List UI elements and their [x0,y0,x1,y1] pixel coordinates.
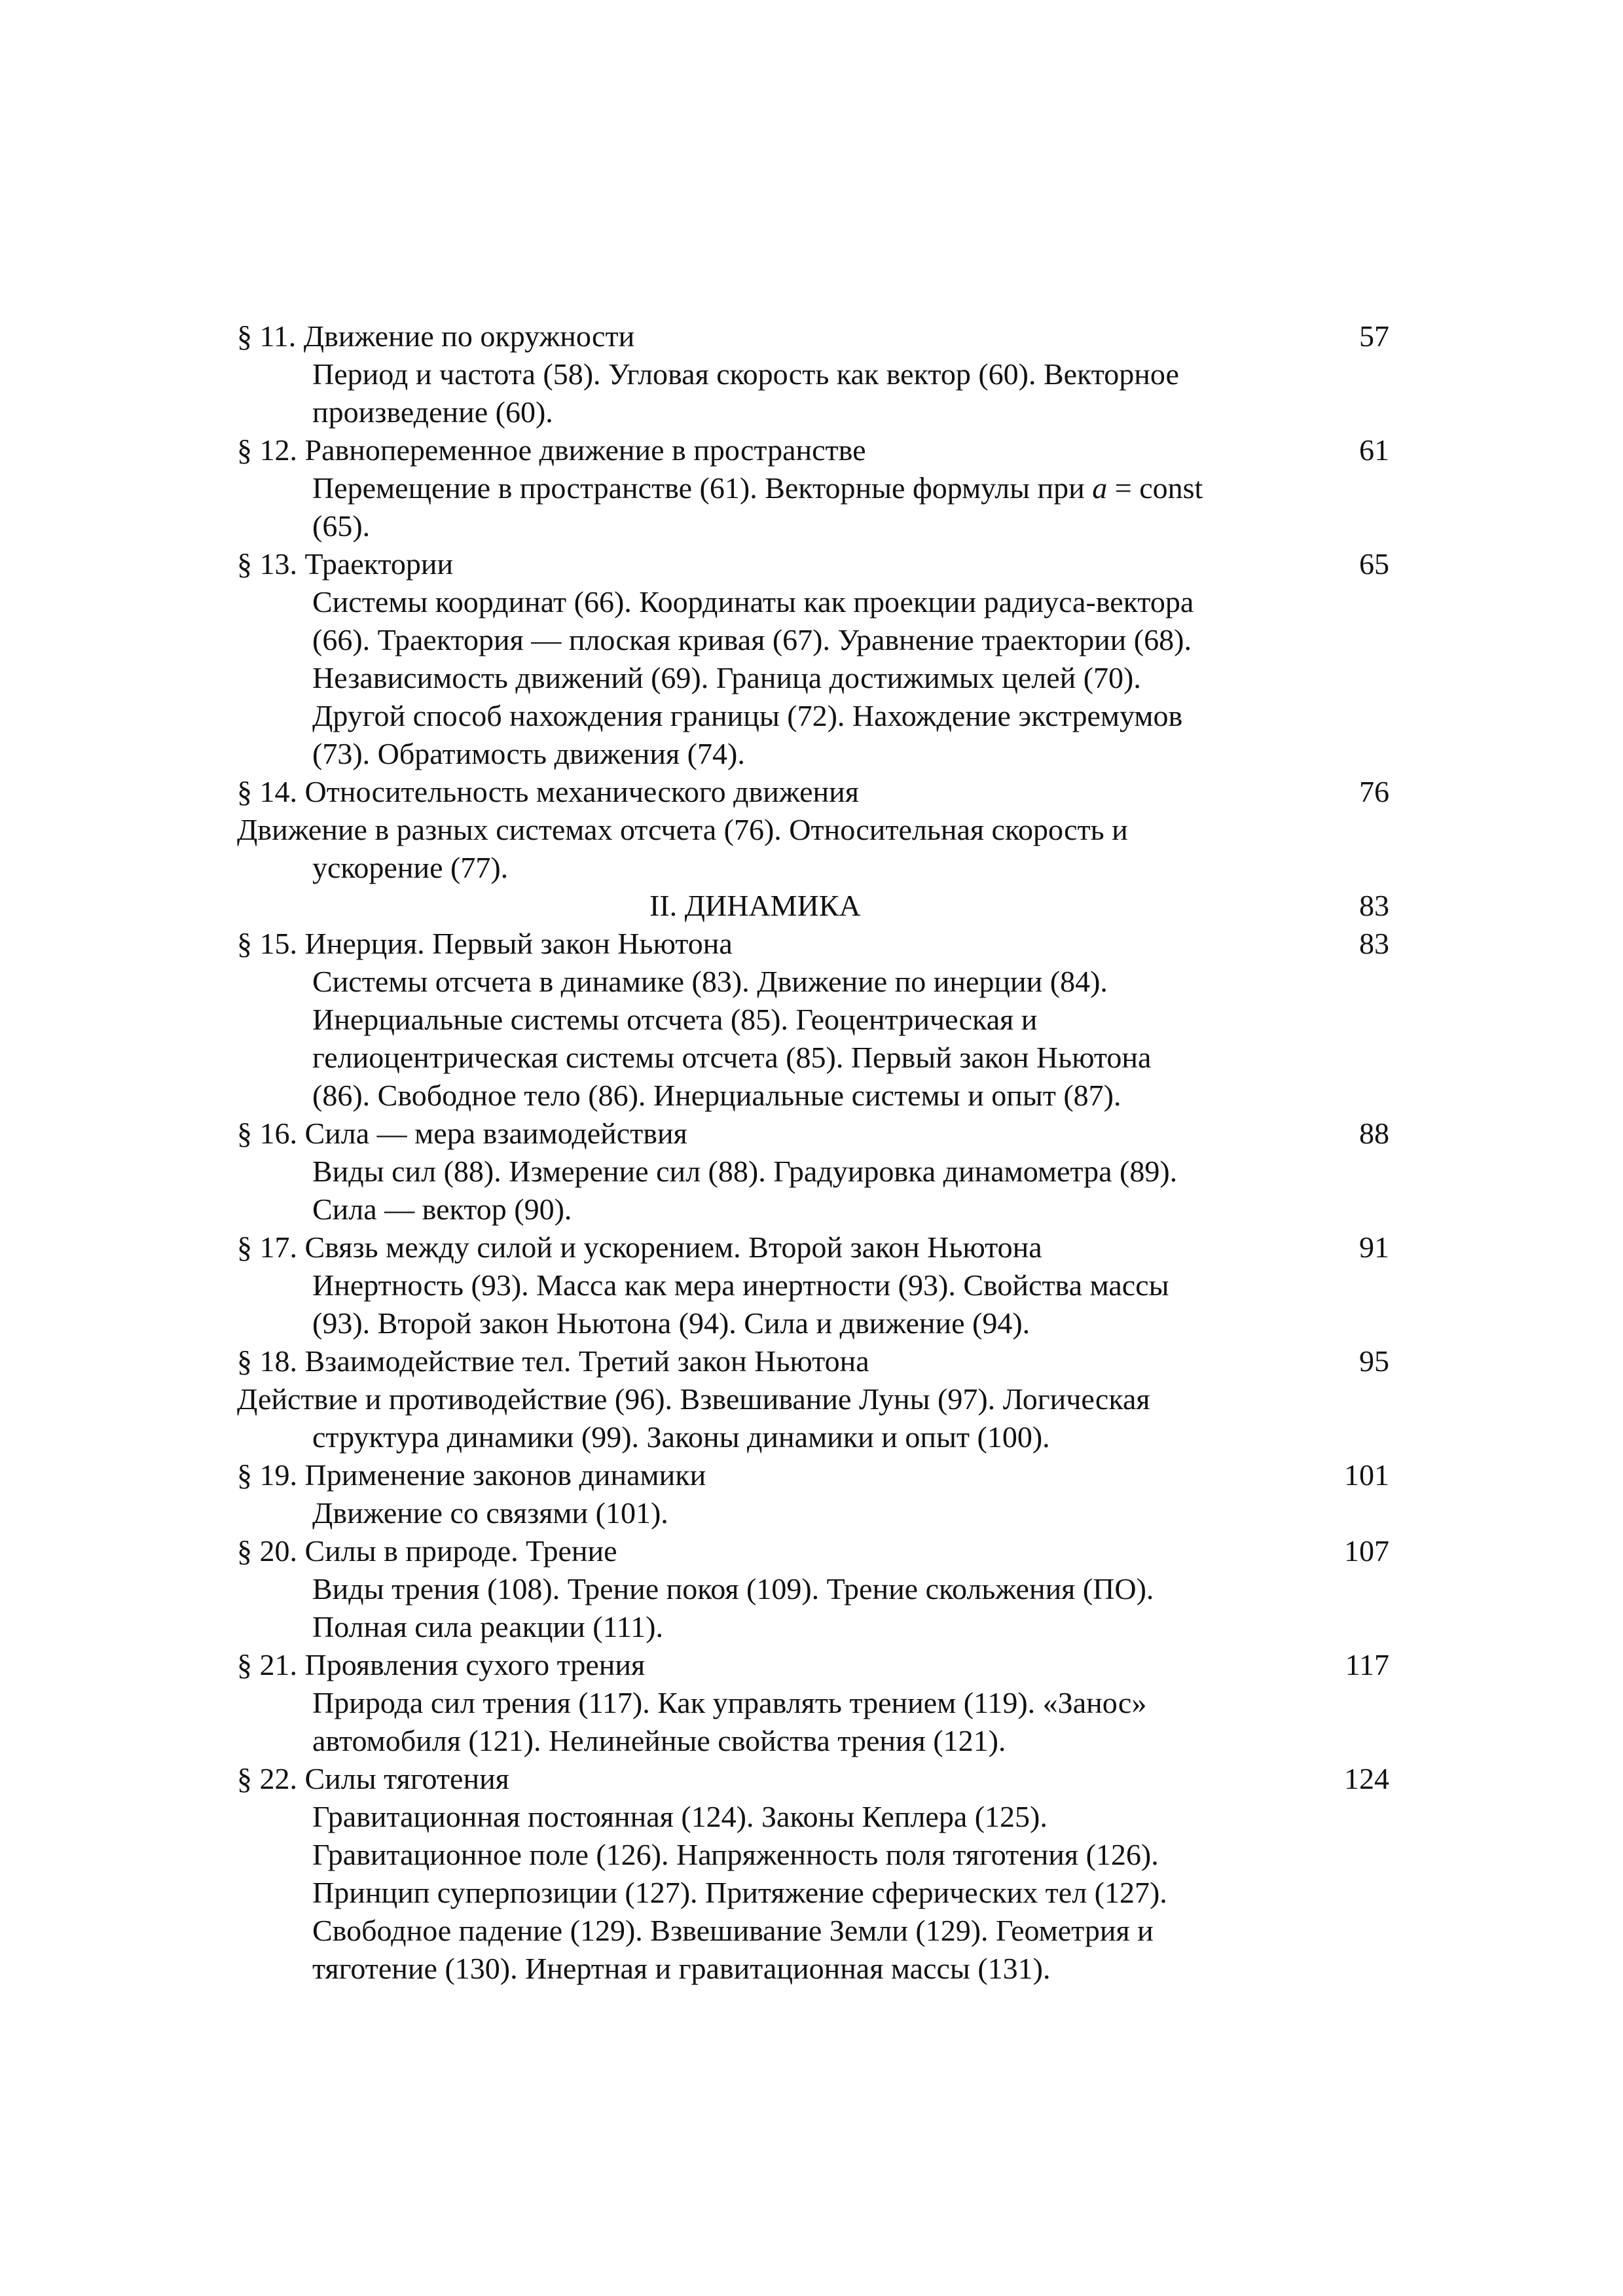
section-title: § 11. Движение по окружности [237,319,635,353]
description-text: Природа сил трения (117). Как управлять трением (119). «Занос» [312,1686,1147,1719]
section-row [237,431,1389,469]
section-description-line [237,1722,1389,1760]
section-description-line [237,963,1389,1001]
page-number: 61 [1359,433,1389,467]
section-title: § 18. Взаимодействие тел. Третий закон Ньютона [237,1344,869,1378]
section-description-line [237,811,1389,849]
section-description-line [237,1684,1389,1722]
page-number: 95 [1359,1344,1389,1378]
section-description-line [237,621,1389,659]
section-description-line [237,1950,1389,1988]
description-text: тяготение (130). Инертная и гравитационная массы (131). [312,1952,1051,1985]
section-description-line [237,1874,1389,1912]
section-description-line [237,1153,1389,1191]
section-description-line [237,469,1389,507]
description-text: Движение со связями (101). [312,1496,668,1530]
description-text: Движение в разных системах отсчета (76). Относительная скорость и [237,813,1128,846]
description-text: Другой способ нахождения границы (72). Нахождение экстремумов [312,699,1183,732]
description-text: произведение (60). [312,395,553,429]
section-description-line [237,1077,1389,1115]
description-text: Свободное падение (129). Взвешивание Земли (129). Геометрия и [312,1914,1154,1947]
section-description-line [237,1039,1389,1077]
page-number: 83 [1359,889,1389,922]
description-text: (86). Свободное тело (86). Инерциальные системы и опыт (87). [312,1079,1122,1112]
section-title: § 12. Равнопеременное движение в пространстве [237,433,866,467]
section-description-line [237,1608,1389,1646]
table-of-contents [237,317,1389,1988]
section-description-line [237,1836,1389,1874]
description-text: Системы отсчета в динамике (83). Движение по инерции (84). [312,965,1108,998]
page-number: 101 [1344,1458,1389,1492]
section-description-line [237,735,1389,773]
description-text: Гравитационное поле (126). Напряженность поля тяготения (126). [312,1838,1159,1871]
section-description-line [237,393,1389,431]
description-text: Принцип суперпозиции (127). Притяжение сферических тел (127). [312,1876,1167,1909]
description-text: структура динамики (99). Законы динамики и опыт (100). [312,1420,1050,1454]
section-description-line [237,355,1389,393]
section-title: § 20. Силы в природе. Трение [237,1534,617,1568]
section-description-line [237,849,1389,887]
description-text: Сила — вектор (90). [312,1193,572,1226]
page-number: 117 [1345,1648,1389,1681]
section-row [237,773,1389,811]
description-text: Действие и противодействие (96). Взвешивание Луны (97). Логическая [237,1382,1150,1416]
section-title: § 13. Траектории [237,547,454,581]
description-text: Полная сила реакции (111). [312,1610,663,1643]
description-text: Системы координат (66). Координаты как проекции радиуса-вектора [312,585,1194,619]
page-number: 65 [1359,547,1389,581]
section-description-line [237,507,1389,545]
section-row [237,1115,1389,1153]
description-text: Виды трения (108). Трение покоя (109). Трение скольжения (ПО). [312,1572,1154,1605]
section-title: § 14. Относительность механического движения [237,775,859,808]
section-row [237,1532,1389,1570]
section-description-line [237,1266,1389,1304]
page-number: 107 [1344,1534,1389,1568]
section-title: § 21. Проявления сухого трения [237,1648,646,1681]
description-text: Независимость движений (69). Граница достижимых целей (70). [312,661,1141,694]
section-description-line [237,1191,1389,1229]
page-number: 91 [1359,1230,1389,1264]
description-text: (66). Траектория — плоская кривая (67). Уравнение траектории (68). [312,623,1192,656]
description-text: ускорение (77). [312,851,509,884]
part-heading-row [237,887,1389,925]
section-row [237,1342,1389,1380]
section-title: § 17. Связь между силой и ускорением. Второй закон Ньютона [237,1230,1042,1264]
page-number: 88 [1359,1117,1389,1150]
section-row [237,317,1389,355]
description-text: гелиоцентрическая системы отсчета (85). Первый закон Ньютона [312,1041,1152,1074]
section-description-line [237,1304,1389,1342]
description-text: Перемещение в пространстве (61). Векторные формулы при a = const [312,471,1203,505]
description-text: Виды сил (88). Измерение сил (88). Градуировка динамометра (89). [312,1155,1178,1188]
section-description-line [237,1570,1389,1608]
section-description-line [237,1798,1389,1836]
section-row [237,545,1389,583]
section-row [237,1229,1389,1266]
page-number: 124 [1344,1762,1389,1795]
description-text: (73). Обратимость движения (74). [312,737,745,770]
section-row [237,1456,1389,1494]
section-title: § 16. Сила — мера взаимодействия [237,1117,687,1150]
part-title: II. ДИНАМИКА [649,889,861,922]
section-title: § 19. Применение законов динамики [237,1458,706,1492]
section-title: § 15. Инерция. Первый закон Ньютона [237,927,733,960]
description-text: автомобиля (121). Нелинейные свойства трения (121). [312,1724,1006,1757]
section-description-line [237,1001,1389,1039]
section-row [237,1760,1389,1798]
description-text: Период и частота (58). Угловая скорость как вектор (60). Векторное [312,357,1179,391]
section-description-line [237,1418,1389,1456]
section-description-line [237,697,1389,735]
section-description-line [237,659,1389,697]
page-number: 76 [1359,775,1389,808]
section-row [237,1646,1389,1684]
section-row [237,925,1389,963]
description-text: Инерциальные системы отсчета (85). Геоцентрическая и [312,1003,1038,1036]
section-description-line [237,1494,1389,1532]
page-number: 83 [1359,927,1389,960]
description-text: Инертность (93). Масса как мера инертности (93). Свойства массы [312,1268,1169,1302]
section-description-line [237,1912,1389,1950]
section-description-line [237,1380,1389,1418]
description-text: (65). [312,509,371,543]
description-text: (93). Второй закон Ньютона (94). Сила и движение (94). [312,1306,1030,1340]
section-title: § 22. Силы тяготения [237,1762,509,1795]
section-description-line [237,583,1389,621]
page-number: 57 [1359,319,1389,353]
description-text: Гравитационная постоянная (124). Законы Кеплера (125). [312,1800,1048,1833]
